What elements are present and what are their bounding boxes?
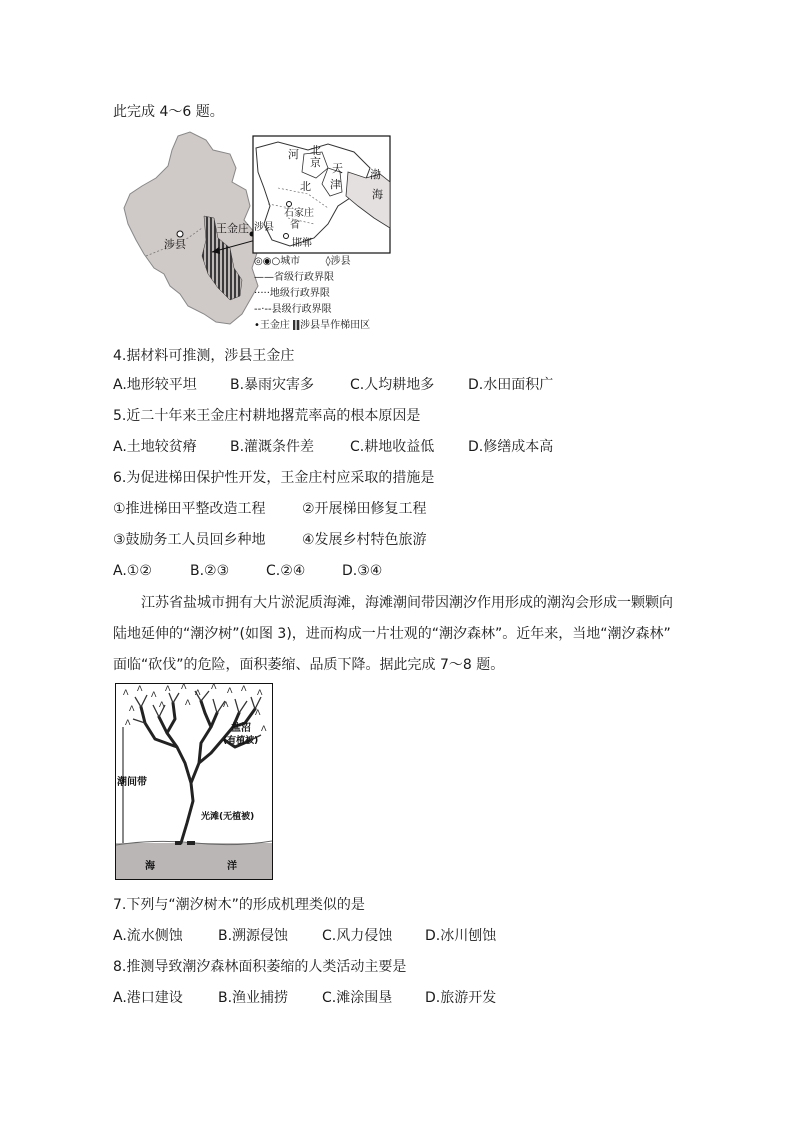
- shexian-location-map: [118, 128, 408, 340]
- q4-stem: 4.据材料可推测，涉县王金庄: [113, 348, 295, 364]
- svg-text:ᐱ: ᐱ: [129, 704, 135, 713]
- you-zhibei-label: (有植被): [223, 736, 259, 746]
- wjz-dot-icon: •: [254, 320, 260, 331]
- q6-option-d: D.③④: [342, 563, 383, 579]
- q8-stem: 8.推测导致潮汐森林面积萎缩的人类活动主要是: [113, 959, 407, 975]
- q5-option-c: C.耕地收益低: [350, 439, 435, 455]
- svg-text:ᐱ: ᐱ: [257, 688, 263, 697]
- svg-text:ᐱ: ᐱ: [261, 724, 267, 733]
- q7-option-c: C.风力侵蚀: [322, 928, 393, 944]
- q6-option-b: B.②③: [190, 563, 230, 579]
- legend-pref: ·····地级行政界限: [254, 288, 330, 299]
- q6-option-c: C.②④: [266, 563, 306, 579]
- shexian-city-marker: [177, 231, 183, 237]
- svg-text:ᐱ: ᐱ: [165, 684, 171, 693]
- q7-option-d: D.冰川刨蚀: [425, 928, 497, 944]
- q6-statement-2: ②开展梯田修复工程: [302, 501, 427, 517]
- guang-tan-label: 光滩(无植被): [201, 812, 255, 822]
- inset-bo-label: 渤: [370, 168, 381, 181]
- inset-shijiazhuang-label: 石家庄: [284, 208, 314, 219]
- q6-statement-3: ③鼓励务工人员回乡种地: [113, 532, 266, 548]
- inset-hai-label: 海: [372, 188, 383, 201]
- svg-text:ᐱ: ᐱ: [137, 684, 143, 693]
- q5-option-a: A.土地较贫瘠: [113, 439, 197, 455]
- yang-label: 洋: [227, 861, 237, 872]
- legend-wjz: •王金庄 涉县旱作梯田区: [254, 320, 371, 331]
- svg-text:ᐱ: ᐱ: [211, 683, 217, 691]
- shexian-shape-icon: ◊: [325, 256, 331, 267]
- q8-option-a: A.港口建设: [113, 990, 183, 1006]
- wangjinzhuang-label: 王金庄: [216, 222, 249, 235]
- sea-band: [116, 843, 272, 879]
- q5-option-b: B.灌溉条件差: [230, 439, 315, 455]
- q5-option-d: D.修缮成本高: [468, 439, 554, 455]
- q8-option-b: B.渔业捕捞: [218, 990, 289, 1006]
- shijiazhuang-marker: [287, 202, 292, 207]
- county-boundary-icon: --·--: [254, 304, 272, 315]
- tidal-tree-svg: [115, 683, 273, 880]
- svg-text:ᐱ: ᐱ: [195, 688, 201, 697]
- q5-stem: 5.近二十年来王金庄村耕地撂荒率高的根本原因是: [113, 408, 421, 424]
- passage-line-3: 面临“砍伐”的危险，面积萎缩、品质下降。据此完成 7～8 题。: [113, 657, 505, 673]
- svg-text:ᐱ: ᐱ: [241, 684, 247, 693]
- tidal-tree-figure: [115, 683, 273, 880]
- shexian-label: 涉县: [164, 238, 186, 251]
- svg-text:ᐱ: ᐱ: [151, 690, 157, 699]
- svg-text:ᐱ: ᐱ: [223, 700, 229, 709]
- q4-option-a: A.地形较平坦: [113, 377, 197, 393]
- q4-option-d: D.水田面积广: [468, 377, 554, 393]
- q6-option-a: A.①②: [113, 563, 152, 579]
- q6-stem: 6.为促进梯田保护性开发，王金庄村应采取的措施是: [113, 470, 435, 486]
- inset-jin-label: 津: [330, 178, 341, 191]
- q6-statement-4: ④发展乡村特色旅游: [302, 532, 427, 548]
- prov-boundary-icon: ——: [254, 272, 274, 283]
- q7-option-b: B.溯源侵蚀: [218, 928, 289, 944]
- handan-marker: [284, 234, 289, 239]
- legend-county: --·--县级行政界限: [254, 304, 332, 315]
- passage-line-2: 陆地延伸的“潮汐树”(如图 3)，进而构成一片壮观的“潮汐森林”。近年来，当地“潮汐森林”: [113, 626, 671, 642]
- q8-option-d: D.旅游开发: [425, 990, 497, 1006]
- legend-prov: ——省级行政界限: [254, 272, 334, 283]
- svg-text:ᐱ: ᐱ: [255, 708, 261, 717]
- inset-tian-label: 天: [332, 162, 343, 175]
- q7-option-a: A.流水侧蚀: [113, 928, 183, 944]
- intro-tail-text: 此完成 4～6 题。: [113, 104, 224, 120]
- inset-sheng-label: 省: [290, 220, 300, 231]
- legend-city: ◎◉○城市 ◊涉县: [254, 256, 351, 267]
- yanzhao-label: 盐沼: [231, 723, 251, 734]
- svg-text:ᐱ: ᐱ: [227, 686, 233, 695]
- svg-text:ᐱ: ᐱ: [123, 688, 129, 697]
- chao-jian-dai-label: 潮间带: [117, 777, 147, 788]
- inset-bei-label: 北: [310, 144, 321, 157]
- q4-option-b: B.暴雨灾害多: [230, 377, 315, 393]
- svg-text:ᐱ: ᐱ: [159, 700, 165, 709]
- inset-handan-label: 邯郸: [292, 238, 312, 249]
- q6-statement-1: ①推进梯田平整改造工程: [113, 501, 266, 517]
- passage-line-1: 江苏省盐城市拥有大片淤泥质海滩，海滩潮间带因潮汐作用形成的潮沟会形成一颗颗向: [141, 595, 673, 611]
- hai-label: 海: [145, 861, 155, 872]
- inset-shexian-label: 涉县: [254, 222, 274, 233]
- q4-option-c: C.人均耕地多: [350, 377, 435, 393]
- pref-boundary-icon: ·····: [254, 288, 270, 299]
- svg-text:ᐱ: ᐱ: [125, 718, 131, 727]
- svg-text:ᐱ: ᐱ: [181, 683, 187, 691]
- inset-he-label: 河: [288, 148, 299, 161]
- q8-option-c: C.滩涂围垦: [322, 990, 393, 1006]
- svg-text:ᐱ: ᐱ: [185, 698, 191, 707]
- inset-jing-label: 京: [310, 156, 321, 169]
- inset-bei2-label: 北: [300, 180, 311, 193]
- q7-stem: 7.下列与“潮汐树木”的形成机理类似的是: [113, 897, 365, 913]
- city-icon: ◎◉○: [254, 256, 281, 267]
